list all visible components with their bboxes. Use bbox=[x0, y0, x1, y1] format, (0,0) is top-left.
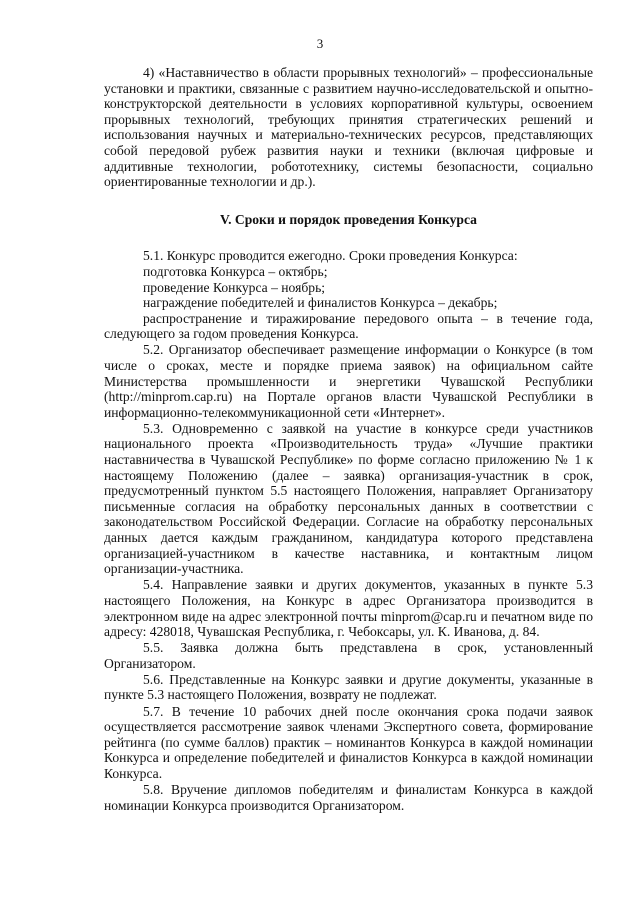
paragraph-5-6: 5.6. Представленные на Конкурс заявки и другие документы, указанные в пункте 5.3 настоящего Положения, возврату не подлежат. bbox=[104, 671, 593, 703]
paragraph-5-4: 5.4. Направление заявки и других документов, указанных в пункте 5.3 настоящего Положения, на Конкурс в адрес Организатора производится в электронном виде на адрес электронной почты minprom@cap.ru и печатном виде по адресу: 428018, Чувашская Республика, г. Чебоксары, ул. К. Иванова, д. 84. bbox=[104, 577, 593, 640]
document-body bbox=[104, 65, 593, 813]
paragraph-5-5: 5.5. Заявка должна быть представлена в срок, установленный Организатором. bbox=[104, 640, 593, 671]
paragraph-5-8: 5.8. Вручение дипломов победителям и финалистам Конкурса в каждой номинации Конкурса производится Организатором. bbox=[104, 782, 593, 813]
list-item-dissemination: распространение и тиражирование передового опыта – в течение года, следующего за годом проведения Конкурса. bbox=[104, 310, 593, 342]
section-heading: V. Сроки и порядок проведения Конкурса bbox=[220, 211, 477, 227]
page-number: 3 bbox=[316, 36, 324, 51]
paragraph-5-3: 5.3. Одновременно с заявкой на участие в конкурсе среди участников национального проекта «Производительность труда» «Лучшие практики наставничества в Чувашской Республике» по форме согласно приложению № 1 к настоящему Положению (далее – заявка) организация-участник в срок, предусмотренный пунктом 5.5 настоящего Положения, направляет Организатору письменные согласия на обработку персональных данных в соответствии с законодательством Российской Федерации. Согласие на обработку персональных данных дается каждым гражданином, кандидатура которого представлена организацией-участником в качестве наставника, и контактным лицом организации-участника. bbox=[104, 420, 593, 577]
paragraph-item-4: 4) «Наставничество в области прорывных технологий» – профессиональные установки и практики, связанные с развитием научно-исследовательской и опытно-конструкторской деятельности в условиях корпоративной культуры, освоением прорывных технологий, требующих принятия стратегических решений и использования научных и материально-технических ресурсов, представляющих собой передовой рубеж развития науки и техники (включая цифровые и аддитивные технологии, робототехнику, системы безопасности, социально ориентированные технологии и др.). bbox=[104, 65, 593, 190]
list-item-preparation: подготовка Конкурса – октябрь; bbox=[143, 263, 328, 279]
paragraph-5-7: 5.7. В течение 10 рабочих дней после окончания срока подачи заявок осуществляется рассмотрение заявок членами Экспертного совета, формирование рейтинга (по сумме баллов) практик – номинантов Конкурса в каждой номинации Конкурса и определение победителей и финалистов Конкурса в каждой номинации Конкурса. bbox=[104, 703, 593, 781]
paragraph-5-1: 5.1. Конкурс проводится ежегодно. Сроки проведения Конкурса: bbox=[143, 248, 518, 264]
paragraph-5-2: 5.2. Организатор обеспечивает размещение информации о Конкурсе (в том числе о сроках, месте и порядке приема заявок) на официальном сайте Министерства промышленности и энергетики Чувашской Республики (http://minprom.cap.ru) на Портале органов власти Чувашской Республики в информационно-телекоммуникационной сети «Интернет». bbox=[104, 342, 593, 420]
list-item-awarding: награждение победителей и финалистов Конкурса – декабрь; bbox=[143, 295, 498, 311]
list-item-conduct: проведение Конкурса – ноябрь; bbox=[143, 279, 326, 295]
